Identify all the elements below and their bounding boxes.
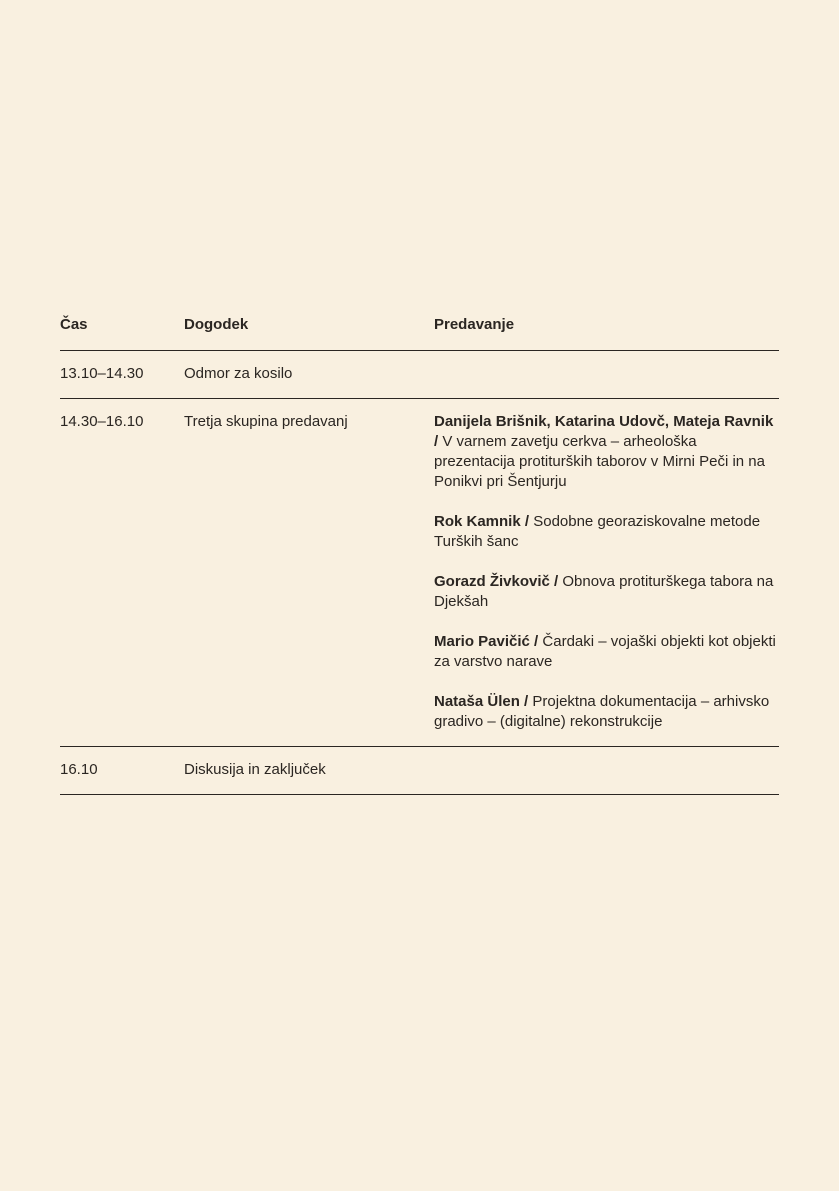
- row-lectures: [434, 364, 779, 384]
- row-time: 14.30–16.10: [60, 413, 144, 430]
- lecture-author: Nataša Ülen: [434, 693, 520, 710]
- lecture-item: [434, 412, 779, 492]
- row-event: Tretja skupina predavanj: [184, 413, 348, 430]
- lecture-author: Danijela Brišnik, Katarina Udovč, Mateja Ravnik: [434, 413, 774, 430]
- table-header: [60, 312, 779, 351]
- lecture-title: V varnem zavetju cerkva – arheološka prezentacija protiturških taborov v Mirni Peči in na Ponikvi pri Šentjurju: [434, 433, 765, 490]
- lecture-author: Mario Pavičić: [434, 633, 530, 650]
- header-lecture: Predavanje: [434, 316, 515, 333]
- lecture-item: [434, 692, 779, 732]
- header-event: Dogodek: [184, 316, 249, 333]
- row-time: 13.10–14.30: [60, 365, 144, 382]
- lecture-separator: /: [520, 513, 534, 530]
- lecture-separator: /: [434, 433, 443, 450]
- table-row: [60, 747, 779, 795]
- lecture-title: Sodobne georaziskovalne metode Turških šanc: [434, 513, 761, 550]
- lecture-title: Projektna dokumentacija – arhivsko gradivo – (digitalne) rekonstrukcije: [434, 693, 770, 730]
- header-time: Čas: [60, 316, 88, 333]
- lecture-item: [434, 632, 779, 672]
- row-time: 16.10: [60, 761, 98, 778]
- table-row: [60, 351, 779, 399]
- lecture-title: Obnova protiturškega tabora na Djekšah: [434, 573, 774, 610]
- lecture-separator: /: [529, 633, 543, 650]
- lecture-author: Rok Kamnik: [434, 513, 521, 530]
- table-row: [60, 399, 779, 747]
- row-lectures: [434, 760, 779, 780]
- lecture-author: Gorazd Živkovič: [434, 573, 550, 590]
- lecture-separator: /: [519, 693, 533, 710]
- schedule-table: [60, 312, 779, 795]
- lecture-title: Čardaki – vojaški objekti kot objekti za varstvo narave: [434, 633, 776, 670]
- row-lectures: [434, 412, 779, 732]
- lecture-separator: /: [549, 573, 563, 590]
- lecture-item: [434, 512, 779, 552]
- lecture-item: [434, 572, 779, 612]
- row-event: Odmor za kosilo: [184, 365, 293, 382]
- row-event: Diskusija in zaključek: [184, 761, 326, 778]
